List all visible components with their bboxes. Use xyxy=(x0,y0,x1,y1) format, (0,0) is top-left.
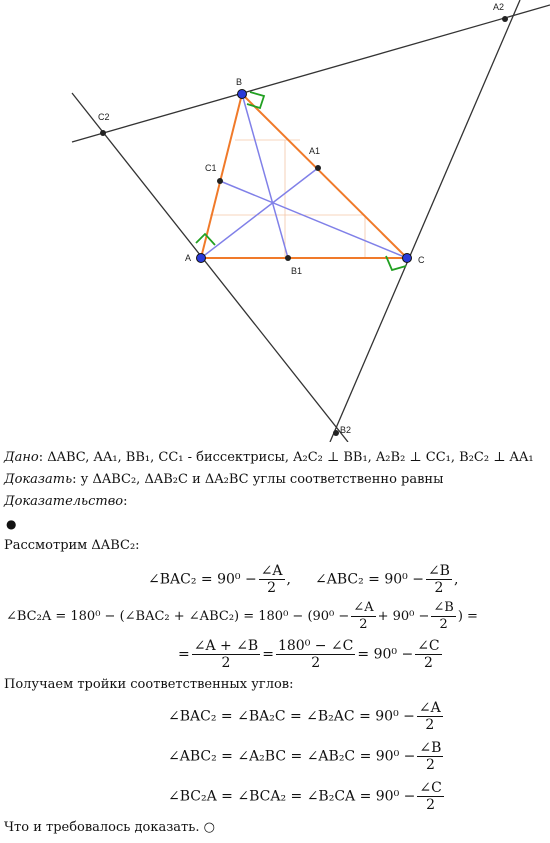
point-c xyxy=(403,254,412,263)
triples-line: Получаем тройки соответственных углов: xyxy=(4,677,294,692)
point-a xyxy=(197,254,206,263)
formula-bac2: ∠BAC₂ = 90⁰ − $\frac{\angle A}{2}$ , xyxy=(148,563,291,596)
point-b2 xyxy=(333,430,339,436)
triple-c: ∠BC₂A = ∠BCA₂ = ∠B₂CA = 90⁰ − $\frac{\angle C}{2}$ xyxy=(168,780,442,813)
label-a2: A2 xyxy=(493,2,505,12)
label-c1: C1 xyxy=(205,163,217,173)
given-label: Дано xyxy=(4,450,39,465)
proof-colon: : xyxy=(123,494,128,509)
label-c2: C2 xyxy=(98,112,110,122)
helper-lines xyxy=(210,140,365,258)
point-b1 xyxy=(285,255,291,261)
proof-label: Доказательство xyxy=(4,494,124,509)
qed-line: Что и требовалось доказать. ○ xyxy=(4,820,215,835)
point-a2 xyxy=(502,16,508,22)
label-c: C xyxy=(418,255,425,265)
given-body: : ΔABC, AA₁, BB₁, CC₁ - биссектрисы, A₂C₂ ⊥ BB₁, A₂B₂ ⊥ CC₁, B₂C₂ ⊥ AA₁ xyxy=(38,450,534,465)
label-a: A xyxy=(185,253,192,263)
point-c1 xyxy=(217,178,223,184)
line-a2c2 xyxy=(72,5,550,142)
formula-bc2a: ∠BC₂A = 180⁰ − (∠BAC₂ + ∠ABC₂) = 180⁰ − (90⁰ − $\frac{\angle A}{2}$ + 90⁰ − $\frac{\angle B}{2}$ ) = xyxy=(6,600,478,632)
proof-heading xyxy=(4,494,128,510)
prove-line xyxy=(4,472,443,488)
formula-abc2: ∠ABC₂ = 90⁰ − $\frac{\angle B}{2}$ , xyxy=(315,563,459,596)
line-a2b2 xyxy=(330,0,520,442)
bisectors xyxy=(201,94,407,258)
point-b xyxy=(238,90,247,99)
bullet: ● xyxy=(6,517,17,531)
formula-continuation: = $\frac{\angle A + \angle B}{2}$ = $\frac{\text{180⁰ − ∠C}}{2}$ = 90⁰ − $\frac{\angle C}{2}$ xyxy=(178,638,440,671)
label-b2: B2 xyxy=(340,425,352,435)
consider-line: Рассмотрим ΔABC₂: xyxy=(4,538,140,553)
label-a1: A1 xyxy=(309,146,321,156)
triple-b: ∠ABC₂ = ∠A₂BC = ∠AB₂C = 90⁰ − $\frac{\angle B}{2}$ xyxy=(168,740,442,773)
prove-body: : у ΔABC₂, ΔAB₂C и ΔA₂BC углы соответственно равны xyxy=(72,472,444,487)
point-a1 xyxy=(315,165,321,171)
line-b2c2 xyxy=(72,93,348,442)
point-c2 xyxy=(100,130,106,136)
triple-a: ∠BAC₂ = ∠BA₂C = ∠B₂AC = 90⁰ − $\frac{\angle A}{2}$ xyxy=(168,700,441,733)
label-b1: B1 xyxy=(291,266,303,276)
given-line xyxy=(4,450,534,466)
label-b: B xyxy=(236,77,243,87)
prove-label: Доказать xyxy=(4,472,73,487)
